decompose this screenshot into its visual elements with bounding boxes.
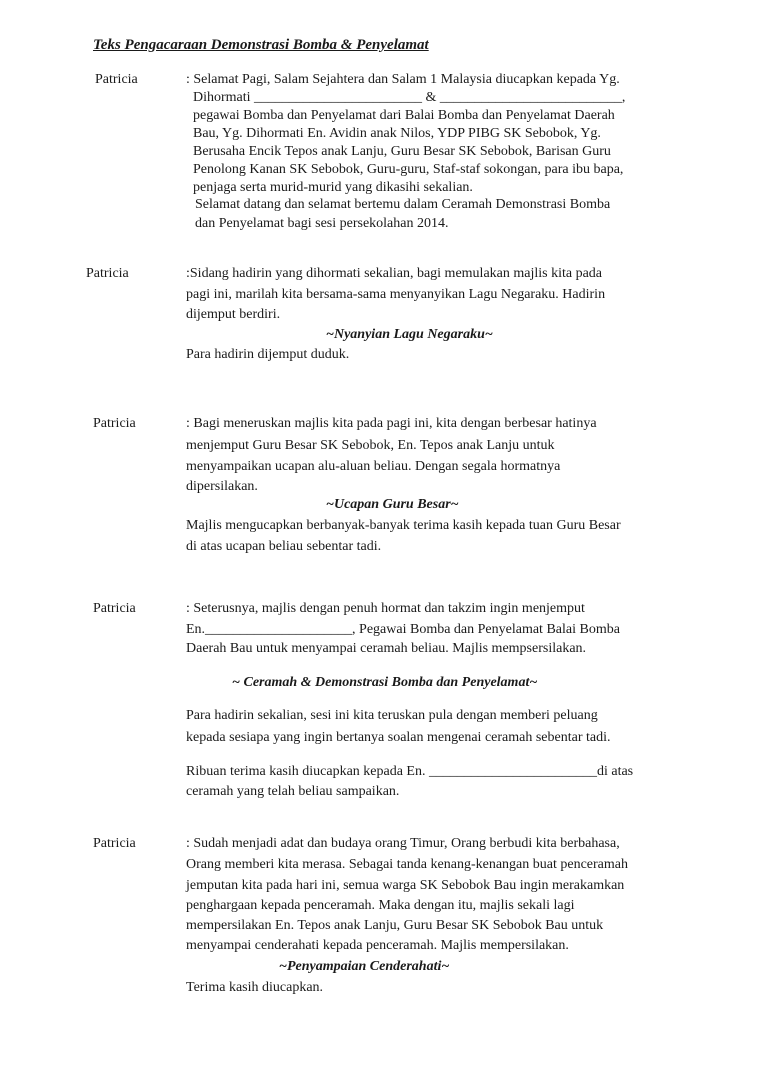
section-heading: ~ Ceramah & Demonstrasi Bomba dan Penyelamat~ — [232, 675, 538, 690]
speaker-label: Patricia — [95, 72, 138, 87]
text-line: di atas ucapan beliau sebentar tadi. — [186, 539, 382, 554]
text-line: kepada sesiapa yang ingin bertanya soalan mengenai ceramah sebentar tadi. — [186, 730, 611, 745]
text-line: pagi ini, marilah kita bersama-sama menyanyikan Lagu Negaraku. Hadirin — [186, 287, 606, 302]
text-line: : Sudah menjadi adat dan budaya orang Timur, Orang berbudi kita berbahasa, — [186, 836, 620, 851]
speaker-label: Patricia — [86, 266, 129, 281]
text-line: Bau, Yg. Dihormati En. Avidin anak Nilos, YDP PIBG SK Sebobok, Yg. — [193, 126, 601, 141]
speaker-label: Patricia — [93, 836, 136, 851]
text-line: Para hadirin sekalian, sesi ini kita teruskan pula dengan memberi peluang — [186, 708, 598, 723]
text-line: Terima kasih diucapkan. — [186, 980, 324, 995]
speaker-label: Patricia — [93, 601, 136, 616]
text-line: pegawai Bomba dan Penyelamat dari Balai Bomba dan Penyelamat Daerah — [193, 108, 615, 123]
text-line: menyampaikan ucapan alu-aluan beliau. Dengan segala hormatnya — [186, 459, 561, 474]
text-line: : Bagi meneruskan majlis kita pada pagi ini, kita dengan berbesar hatinya — [186, 416, 597, 431]
text-line: dijemput berdiri. — [186, 307, 281, 322]
text-line: ceramah yang telah beliau sampaikan. — [186, 784, 400, 799]
speaker-label: Patricia — [93, 416, 136, 431]
text-line: En._____________________, Pegawai Bomba dan Penyelamat Balai Bomba — [186, 622, 620, 637]
section-heading: ~Nyanyian Lagu Negaraku~ — [326, 327, 493, 342]
text-line: dan Penyelamat bagi sesi persekolahan 2014. — [195, 216, 449, 231]
text-line: Para hadirin dijemput duduk. — [186, 347, 350, 362]
document-title: Teks Pengacaraan Demonstrasi Bomba & Penyelamat — [93, 37, 429, 53]
text-line: Penolong Kanan SK Sebobok, Guru-guru, Staf-staf sokongan, para ibu bapa, — [193, 162, 624, 177]
text-line: penjaga serta murid-murid yang dikasihi sekalian. — [193, 180, 473, 195]
text-line: dipersilakan. — [186, 479, 258, 494]
text-line: Orang memberi kita merasa. Sebagai tanda kenang-kenangan buat penceramah — [186, 857, 628, 872]
text-line: Daerah Bau untuk menyampai ceramah beliau. Majlis mempsersilakan. — [186, 641, 587, 656]
text-line: Dihormati ________________________ & __________________________, — [193, 90, 626, 105]
text-line: Selamat datang dan selamat bertemu dalam Ceramah Demonstrasi Bomba — [195, 197, 611, 212]
text-line: jemputan kita pada hari ini, semua warga SK Sebobok Bau ingin merakamkan — [186, 878, 625, 893]
text-line: menjemput Guru Besar SK Sebobok, En. Tepos anak Lanju untuk — [186, 438, 555, 453]
text-line: : Seterusnya, majlis dengan penuh hormat dan takzim ingin menjemput — [186, 601, 585, 616]
text-line: mempersilakan En. Tepos anak Lanju, Guru Besar SK Sebobok Bau untuk — [186, 918, 604, 933]
text-line: :Sidang hadirin yang dihormati sekalian, bagi memulakan majlis kita pada — [186, 266, 603, 281]
section-heading: ~Penyampaian Cenderahati~ — [279, 959, 450, 974]
text-line: Berusaha Encik Tepos anak Lanju, Guru Besar SK Sebobok, Barisan Guru — [193, 144, 611, 159]
text-line: penghargaan kepada penceramah. Maka dengan itu, majlis sekali lagi — [186, 898, 575, 913]
section-heading: ~Ucapan Guru Besar~ — [326, 497, 459, 512]
text-line: Ribuan terima kasih diucapkan kepada En. ________________________di atas — [186, 764, 634, 779]
text-line: menyampai cenderahati kepada penceramah. Majlis mempersilakan. — [186, 938, 569, 953]
text-line: Majlis mengucapkan berbanyak-banyak terima kasih kepada tuan Guru Besar — [186, 518, 621, 533]
text-line: : Selamat Pagi, Salam Sejahtera dan Salam 1 Malaysia diucapkan kepada Yg. — [186, 72, 620, 87]
